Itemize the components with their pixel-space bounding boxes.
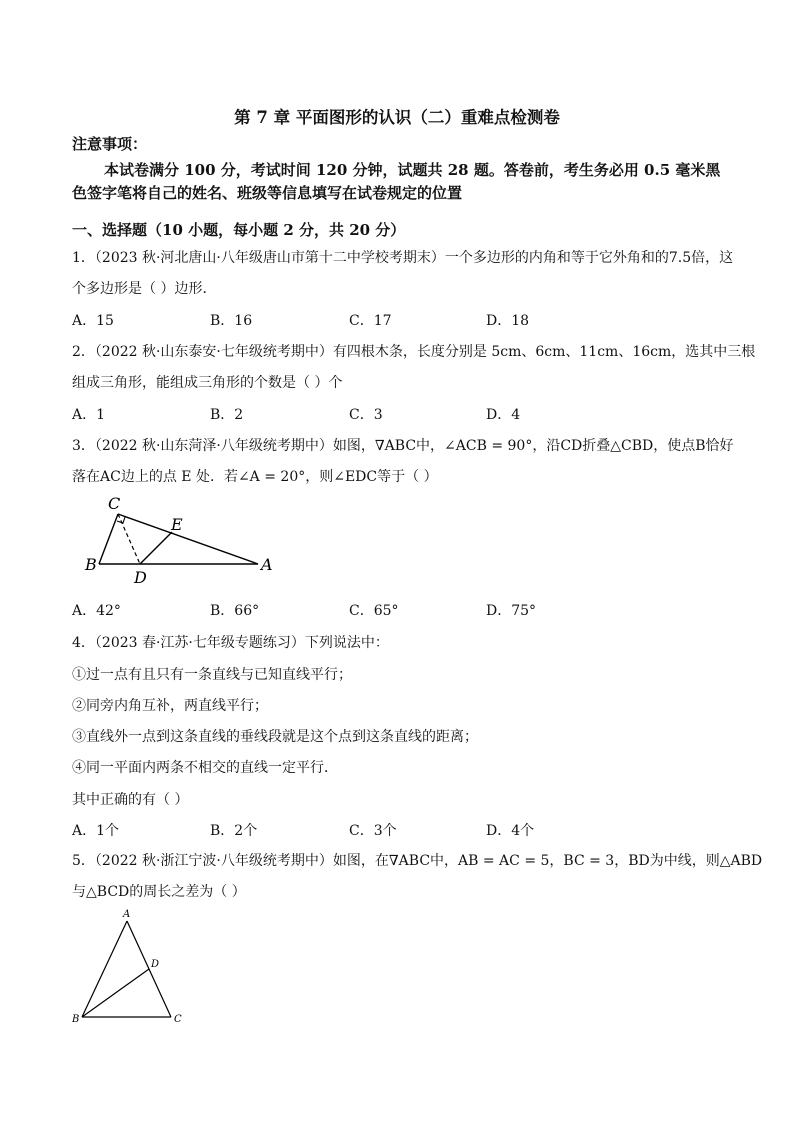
notice-heading: 注意事项： [72,135,148,153]
question-4-item-3: ③直线外一点到这条直线的垂线段就是这个点到这条直线的距离； [72,729,478,745]
question-3-option-c[interactable]: C．65° [349,603,399,619]
question-1-option-b[interactable]: B．16 [210,313,253,329]
question-2-line-1: 2．（2022 秋·山东泰安·七年级统考期中）有四根木条，长度分别是 5cm、6cm、11cm、16cm，选其中三根 [72,344,756,360]
label-d: D [134,568,147,587]
question-2-option-d[interactable]: D．4 [486,407,521,423]
label-a: A [261,555,273,574]
label-c: C [174,1014,182,1025]
question-1-option-a[interactable]: A．15 [72,313,114,329]
question-4-line-1: 4．（2023 春·江苏·七年级专题练习）下列说法中： [72,635,389,651]
label-b: B [85,555,97,574]
segment-ab [82,921,127,1017]
question-3-option-d[interactable]: D．75° [486,603,537,619]
label-e: E [171,515,183,534]
right-angle-mark [117,517,125,523]
question-3-figure [80,492,280,592]
question-2-option-a[interactable]: A．1 [72,407,106,423]
segment-ca [118,514,258,564]
segment-cb [99,514,118,564]
notice-line-2: 色签字笔将自己的姓名、班级等信息填写在试卷规定的位置 [72,184,463,202]
question-2-option-b[interactable]: B．2 [210,407,244,423]
question-5-line-2: 与△BCD的周长之差为（ ） [72,884,246,900]
question-2-option-c[interactable]: C．3 [349,407,383,423]
label-c: C [108,494,121,513]
question-4-item-4: ④同一平面内两条不相交的直线一定平行． [72,760,338,776]
page-title: 第 7 章 平面图形的认识（二）重难点检测卷 [234,108,560,127]
question-2-line-2: 组成三角形，能组成三角形的个数是（ ）个 [72,375,343,391]
question-5-figure [68,906,198,1028]
segment-bd [82,969,149,1017]
question-5-line-1: 5．（2022 秋·浙江宁波·八年级统考期中）如图，在∇ABC中，AB = AC = 5，BC = 3，BD为中线，则△ABD [72,853,763,869]
question-1-option-c[interactable]: C．17 [349,313,392,329]
question-3-option-b[interactable]: B．66° [210,603,260,619]
question-1-line-2: 个多边形是（ ）边形． [72,281,217,297]
segment-de [140,532,172,564]
question-4-option-a[interactable]: A．1个 [72,823,120,839]
segment-cd-dashed [118,514,140,564]
notice-line-1: 本试卷满分 100 分，考试时间 120 分钟，试题共 28 题。答卷前，考生务必用 0.5 毫米黑 [104,161,721,179]
question-4-option-c[interactable]: C．3个 [349,823,397,839]
question-3-line-1: 3．（2022 秋·山东菏泽·八年级统考期中）如图，∇ABC中，∠ACB = 90°，沿CD折叠△CBD，使点B恰好 [72,438,734,454]
question-4-prompt: 其中正确的有（ ） [72,792,189,808]
question-4-option-b[interactable]: B．2个 [210,823,258,839]
question-3-option-a[interactable]: A．42° [72,603,121,619]
section-heading: 一、选择题（10 小题，每小题 2 分，共 20 分） [72,221,406,239]
label-b: B [72,1014,80,1025]
question-1-line-1: 1．（2023 秋·河北唐山·八年级唐山市第十二中学校考期末）一个多边形的内角和等于它外角和的7.5倍，这 [72,250,734,266]
label-d: D [151,959,160,970]
question-1-option-d[interactable]: D．18 [486,313,530,329]
question-3-line-2: 落在AC边上的点 E 处．若∠A = 20°，则∠EDC等于（ ） [72,469,438,485]
question-4-option-d[interactable]: D．4个 [486,823,535,839]
label-a: A [123,909,131,920]
question-4-item-2: ②同旁内角互补，两直线平行； [72,698,268,714]
question-4-item-1: ①过一点有且只有一条直线与已知直线平行； [72,667,352,683]
